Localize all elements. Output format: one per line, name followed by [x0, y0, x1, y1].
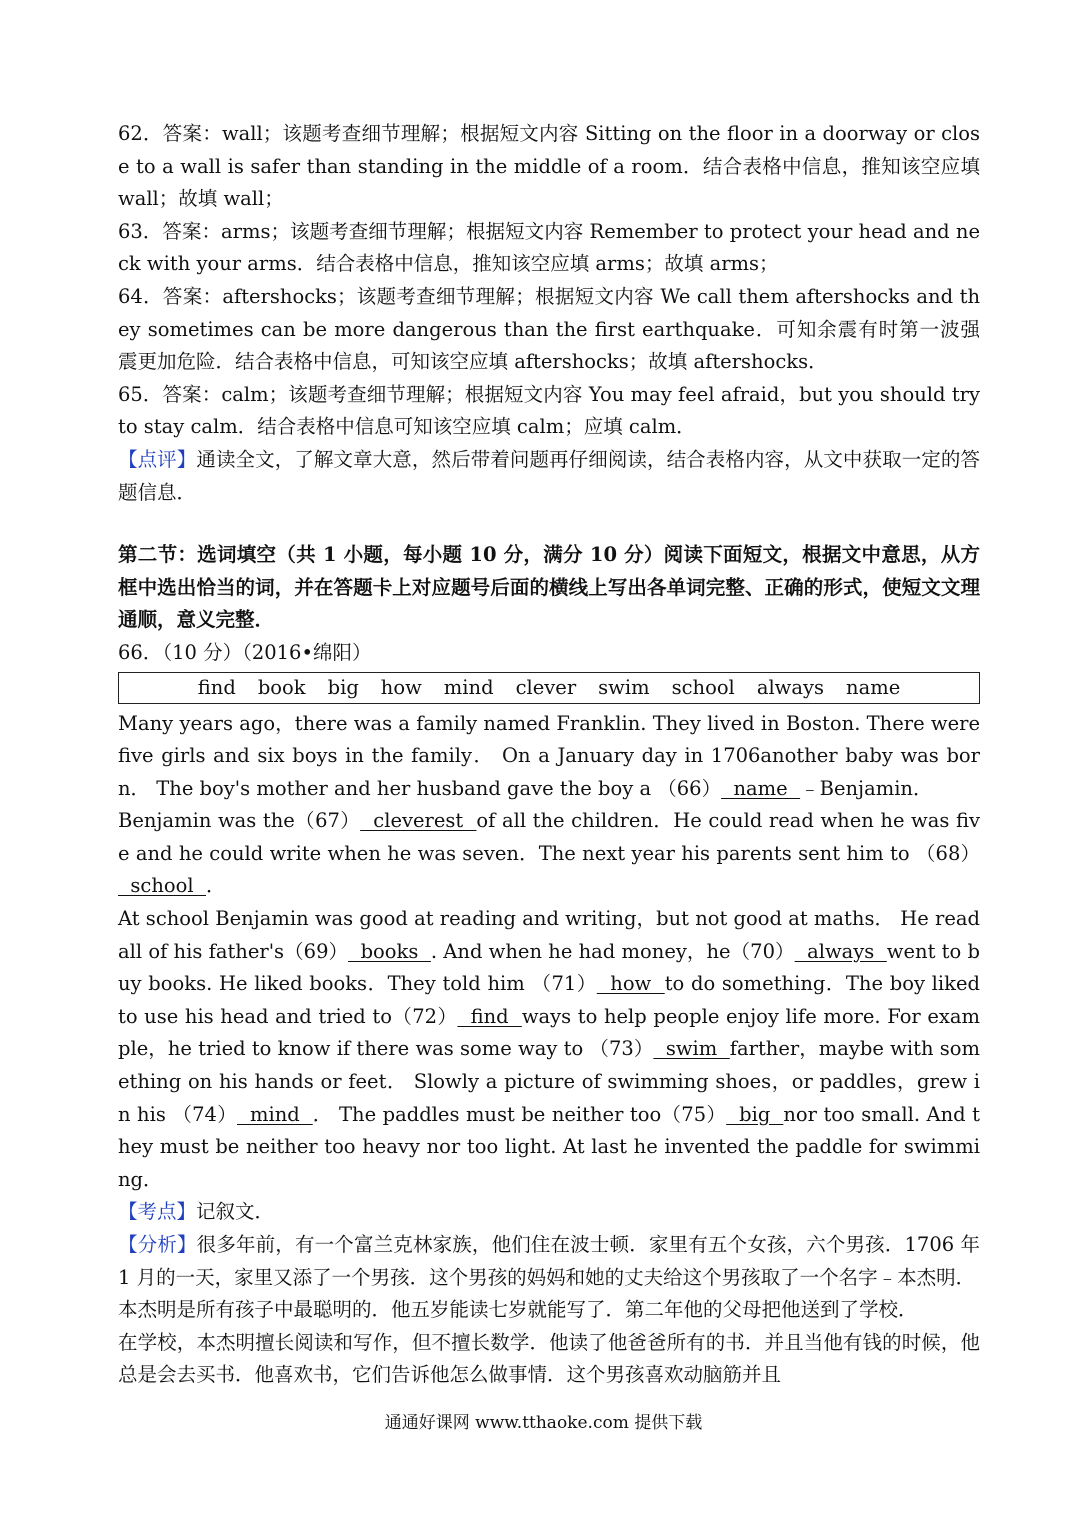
passage-text: ． The paddles must be neither too（75）: [312, 1102, 727, 1126]
word-box-item: mind: [443, 676, 494, 699]
kaodian-tag: 【考点】: [118, 1200, 197, 1224]
passage-text: farther，maybe with something on his hands or feet． Slowly a picture of swimming shoes，or paddles，grew in his （74）: [118, 1037, 980, 1126]
word-box-item: always: [756, 676, 825, 699]
fenxi-paragraph: [118, 1229, 980, 1294]
fenxi-tag: 【分析】: [118, 1233, 197, 1256]
passage-text: . And when he had money，he（70）: [430, 939, 795, 963]
answer-blank-74: mind: [237, 1102, 313, 1126]
kaodian-text: 记叙文．: [196, 1200, 275, 1224]
passage-text: ways to help people enjoy life more. For example，he tried to know if there was some way to （73）: [118, 1004, 981, 1061]
answer-blank-66: name: [721, 776, 801, 800]
answer-65: 65．答案：calm；该题考查细节理解；根据短文内容 You may feel afraid，but you should try to stay calm．结合表格中信息可知该空应填 calm；应填 calm．: [118, 382, 980, 439]
passage-text: ．: [206, 874, 226, 898]
word-box-item: how: [380, 676, 422, 699]
answer-blank-73: swim: [653, 1037, 730, 1061]
answer-63: 63．答案：arms；该题考查细节理解；根据短文内容 Remember to protect your head and neck with your arms．结合表格中信息，推知该空应填 arms；故填 arms；: [118, 219, 980, 276]
page-footer: 通通好课网 www.tthaoke.com 提供下载: [384, 1413, 703, 1433]
passage-text: to do something．The boy liked to use his head and tried to（72）: [118, 972, 980, 1028]
passage-paragraph-1: [118, 708, 980, 806]
word-box-item: find: [197, 676, 236, 699]
passage-text: Many years ago，there was a family named Franklin. They lived in Boston. There were five girls and six boys in the family． On a January day in 1706another baby was born． The boy's mother and her husband gave the boy a （66）: [118, 711, 980, 800]
answer-blank-70: always: [794, 939, 887, 963]
answer-blank-69: books: [348, 939, 431, 963]
answer-blank-75: big: [726, 1102, 784, 1126]
passage-paragraph-2: [118, 805, 980, 903]
document-page: [118, 118, 980, 1392]
answer-blank-68: school: [118, 874, 206, 898]
comment-paragraph: [118, 444, 980, 509]
word-box-item: school: [671, 676, 735, 699]
word-box-item: swim: [598, 676, 650, 699]
word-box-item: big: [327, 676, 359, 699]
fenxi-paragraph-3: 在学校，本杰明擅长阅读和写作，但不擅长数学．他读了他爸爸所有的书．并且当他有钱的时候，他总是会去买书．他喜欢书，它们告诉他怎么做事情．这个男孩喜欢动脑筋并且: [118, 1330, 980, 1387]
passage-text: At school Benjamin was good at reading and writing，but not good at maths． He read all of his father's（69）: [118, 907, 980, 963]
answer-blank-72: find: [457, 1004, 522, 1028]
fenxi-text: 很多年前，有一个富兰克林家族，他们住在波士顿．家里有五个女孩，六个男孩．1706 年 1 月的一天，家里又添了一个男孩．这个男孩的妈妈和她的丈夫给这个男孩取了一个名字﹣本杰明．: [118, 1233, 980, 1289]
answer-64: 64．答案：aftershocks；该题考查细节理解；根据短文内容 We call them aftershocks and they sometimes can be more dangerous than the first earthquake．可知余震有时第一波强震更加危险．结合表格中信息，可知该空应填 aftershocks；故填 aftershocks．: [118, 284, 980, 374]
passage-text: of all the children．He could read when he was five and he could write when he was seven．The next year his parents sent him to （68）: [118, 809, 980, 865]
kaodian-paragraph: [118, 1196, 980, 1229]
word-box-item: clever: [515, 676, 577, 699]
question-header: 66．（10 分）（2016•绵阳）: [118, 640, 372, 664]
answer-blank-71: how: [596, 972, 665, 996]
passage-paragraph-3: [118, 903, 980, 1196]
passage-text: went to buy books. He liked books．They told him （71）: [118, 939, 980, 996]
passage-text: nor too small. And they must be neither too heavy nor too light. At last he invented the paddle for swimming．: [118, 1102, 980, 1191]
word-box-item: name: [846, 676, 901, 699]
word-box: [118, 672, 980, 704]
word-box-item: book: [257, 676, 306, 699]
answer-62: 62．答案：wall；该题考查细节理解；根据短文内容 Sitting on the floor in a doorway or close to a wall is safer than standing in the middle of a room．结合表格中信息，推知该空应填 wall；故填 wall；: [118, 122, 980, 211]
fenxi-paragraph-2: 本杰明是所有孩子中最聪明的．他五岁能读七岁就能写了．第二年他的父母把他送到了学校．: [118, 1298, 918, 1322]
passage-text: ﹣Benjamin．: [800, 776, 933, 800]
section-heading: 第二节：选词填空（共 1 小题，每小题 10 分，满分 10 分）阅读下面短文，根据文中意思，从方框中选出恰当的词，并在答题卡上对应题号后面的横线上写出各单词完整、正确的形式，使短文文理通顺，意义完整．: [118, 543, 980, 632]
answer-blank-67: cleverest: [360, 809, 477, 833]
passage-text: Benjamin was the（67）: [118, 809, 361, 833]
comment-text: 通读全文，了解文章大意，然后带着问题再仔细阅读，结合表格内容，从文中获取一定的答题信息．: [118, 447, 980, 504]
comment-tag: 【点评】: [118, 447, 197, 471]
